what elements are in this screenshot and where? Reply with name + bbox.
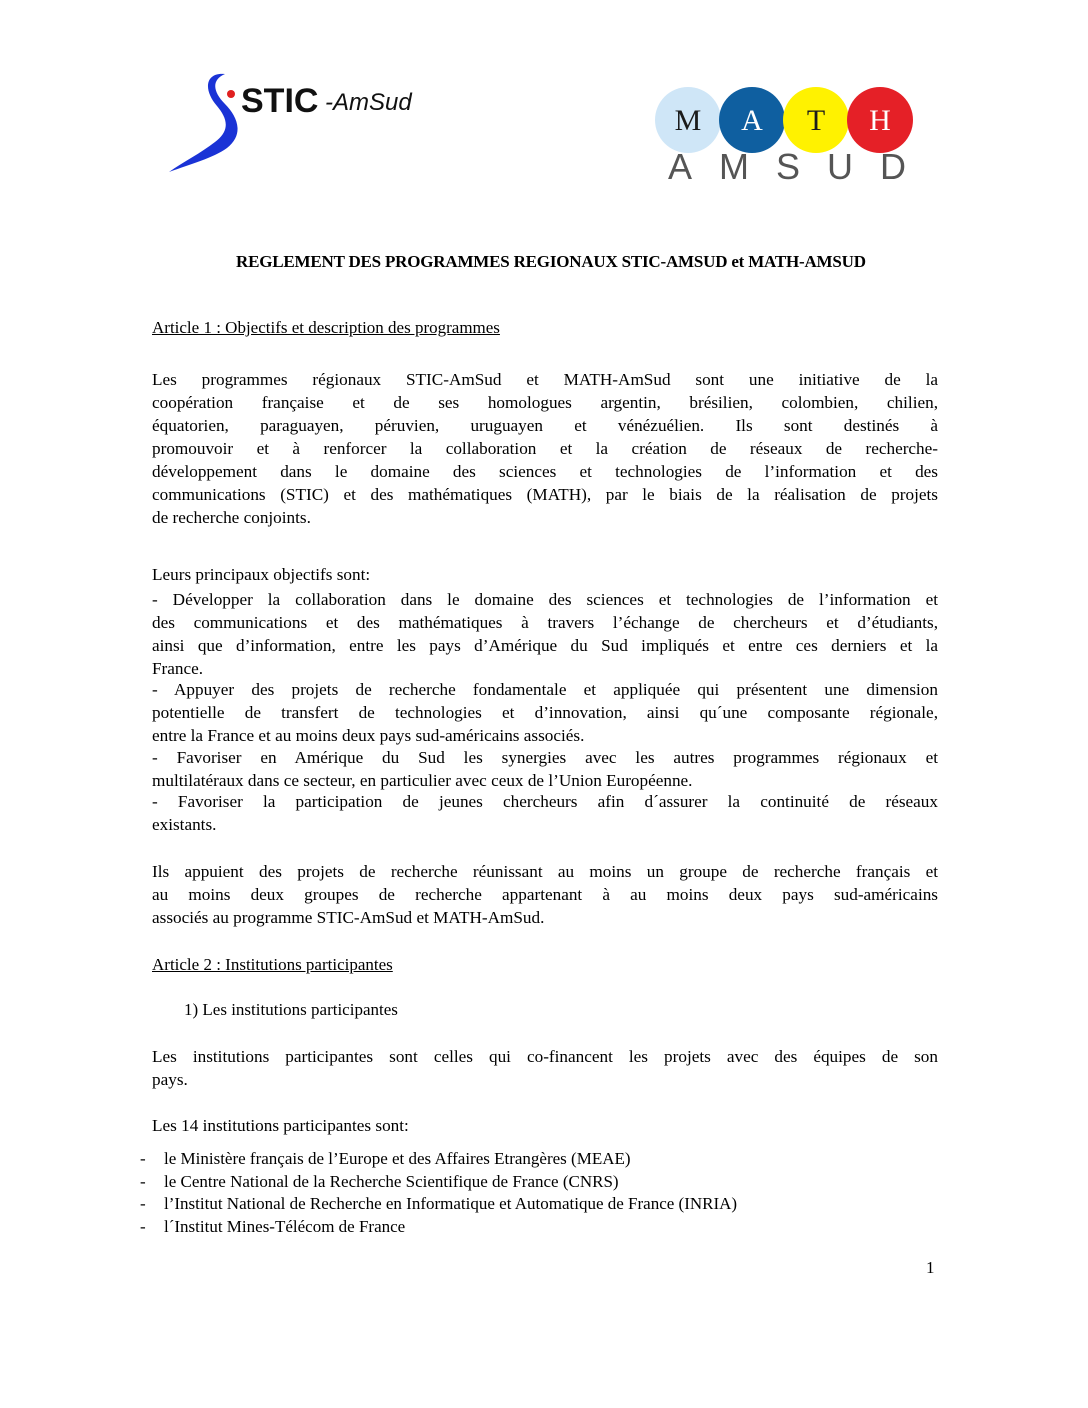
article-2-heading: Article 2 : Institutions participantes xyxy=(152,955,393,974)
text-line: équatorien, paraguayen, péruvien, uruguayen et vénézuélien. Ils sont destinés à xyxy=(152,416,938,435)
institution-name: le Ministère français de l’Europe et des Affaires Etrangères (MEAE) xyxy=(164,1149,631,1168)
text-line: - Favoriser la participation de jeunes chercheurs afin d´assurer la continuité de réseaux xyxy=(152,792,938,811)
text-line: - Favoriser en Amérique du Sud les synergies avec les autres programmes régionaux et xyxy=(152,748,938,767)
stic-amsud-logo xyxy=(165,68,425,178)
text-line: promouvoir et à renforcer la collaboration et la création de réseaux de recherche- xyxy=(152,439,938,458)
text-line: entre la France et au moins deux pays sud-américains associés. xyxy=(152,726,585,745)
math-letter: M xyxy=(674,104,702,137)
institution-name: le Centre National de la Recherche Scientifique de France (CNRS) xyxy=(164,1171,619,1191)
amsud-word: AMSUD xyxy=(668,146,906,184)
objective-item xyxy=(152,588,938,680)
institution-item xyxy=(140,1148,737,1171)
definition-paragraph xyxy=(152,1045,938,1091)
objective-item xyxy=(152,678,938,747)
text-line: existants. xyxy=(152,815,217,834)
objective-item xyxy=(152,790,938,836)
text-line: Les programmes régionaux STIC-AmSud et MATH-AmSud sont une initiative de la xyxy=(152,370,938,389)
institution-item xyxy=(140,1171,737,1194)
text-line: communications (STIC) et des mathématiques (MATH), par le biais de la réalisation de projets xyxy=(152,485,938,504)
text-line: potentielle de transfert de technologies et d’innovation, ainsi qu´une composante régionale, xyxy=(152,703,938,722)
text-line: multilatéraux dans ce secteur, en particulier avec ceux de l’Union Européenne. xyxy=(152,771,693,790)
institution-item xyxy=(140,1193,737,1216)
objectives-heading: Leurs principaux objectifs sont: xyxy=(152,565,371,584)
text-line: de recherche conjoints. xyxy=(152,508,311,527)
amsud-text: -AmSud xyxy=(325,89,412,116)
bullet-dash: - xyxy=(140,1216,146,1236)
text-line: pays. xyxy=(152,1070,188,1089)
stic-swoosh-icon xyxy=(165,68,425,178)
bullet-dash: - xyxy=(140,1194,146,1213)
text-line: au moins deux groupes de recherche appartenant à au moins deux pays sud-américains xyxy=(152,885,938,904)
institution-item xyxy=(140,1216,737,1239)
objective-item xyxy=(152,746,938,792)
math-amsud-logo xyxy=(652,86,922,184)
text-line: Ils appuient des projets de recherche réunissant au moins un groupe de recherche français et xyxy=(152,862,938,881)
page-number: 1 xyxy=(926,1258,935,1277)
article-1-heading: Article 1 : Objectifs et description des programmes xyxy=(152,318,500,337)
institutions-intro: Les 14 institutions participantes sont: xyxy=(152,1116,409,1135)
institution-name: l´Institut Mines-Télécom de France xyxy=(164,1216,406,1236)
institution-name: l’Institut National de Recherche en Informatique et Automatique de France (INRIA) xyxy=(164,1194,738,1213)
support-paragraph xyxy=(152,860,938,929)
article-1-intro xyxy=(152,368,938,529)
text-line: coopération française et de ses homologues argentin, brésilien, colombien, chilien, xyxy=(152,393,938,412)
math-letter: T xyxy=(806,104,826,137)
institutions-list xyxy=(140,1148,737,1238)
math-letter: A xyxy=(741,104,763,137)
document-title: REGLEMENT DES PROGRAMMES REGIONAUX STIC-AMSUD et MATH-AMSUD xyxy=(236,252,866,271)
text-line: développement dans le domaine des sciences et technologies de l’information et des xyxy=(152,462,938,481)
text-line: associés au programme STIC-AmSud et MATH-AmSud. xyxy=(152,908,545,927)
text-line: des communications et des mathématiques à travers l’échange de chercheurs et d’étudiants, xyxy=(152,613,938,632)
text-line: - Appuyer des projets de recherche fondamentale et appliquée qui présentent une dimension xyxy=(152,680,938,699)
bullet-dash: - xyxy=(140,1149,146,1168)
article-2-subheading: 1) Les institutions participantes xyxy=(184,1000,398,1019)
text-line: - Développer la collaboration dans le domaine des sciences et technologies de l’information et xyxy=(152,590,938,609)
stic-text: STIC xyxy=(241,82,319,120)
text-line: France. xyxy=(152,659,204,678)
text-line: ainsi que d’information, entre les pays d’Amérique du Sud impliqués et entre ces derniers et la xyxy=(152,636,938,655)
text-line: Les institutions participantes sont celles qui co-financent les projets avec des équipes de son xyxy=(152,1047,938,1066)
bullet-dash: - xyxy=(140,1171,146,1191)
math-letter: H xyxy=(869,104,891,137)
